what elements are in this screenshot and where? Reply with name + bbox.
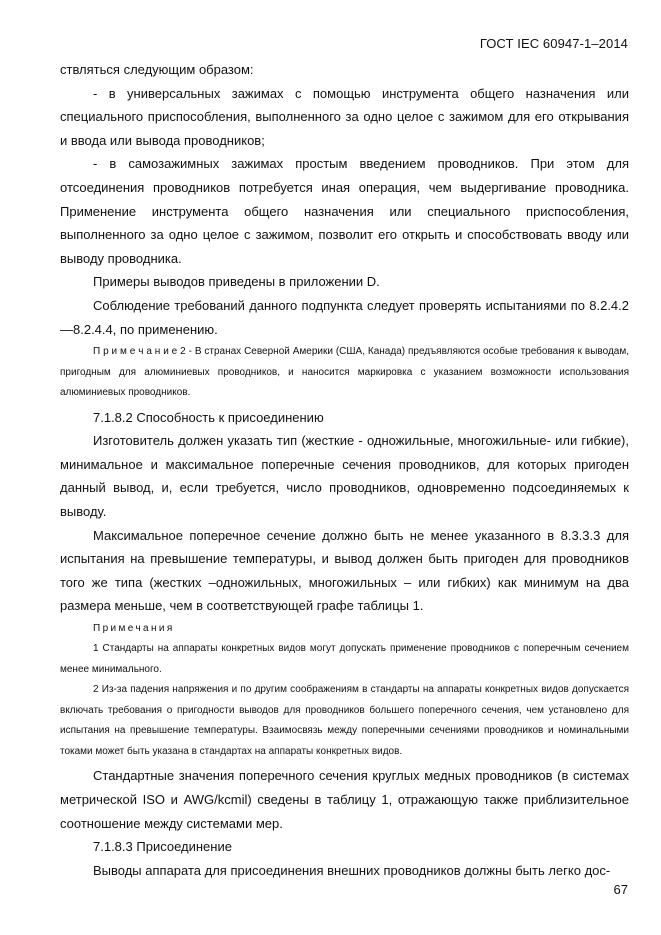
section-heading-7-1-8-2: 7.1.8.2 Способность к присоединению: [93, 409, 324, 425]
page-body: [60, 58, 629, 882]
section-heading-7-1-8-3: 7.1.8.3 Присоединение: [93, 839, 232, 855]
paragraph-standard-values: Стандартные значения поперечного сечения круглых медных проводников (в системах метрической ISO и AWG/kcmil) сведены в таблицу 1, отражающую также приблизительное соотношение между системами мер.: [60, 768, 629, 831]
document-header: ГОСТ IEC 60947-1–2014: [479, 36, 628, 51]
page-number: 67: [613, 882, 628, 897]
paragraph-max-cross-section: Максимальное поперечное сечение должно быть не менее указанного в 8.3.3.3 для испытания на превышение температуры, и вывод должен быть пригоден для проводников того же типа (жестких –одножильных, многожильных – или гибких) как минимум на два размера меньше, чем в соответствующей графе таблицы 1.: [60, 527, 629, 614]
paragraph-continuation: ствляться следующим образом:: [60, 62, 254, 77]
paragraph-compliance: Соблюдение требований данного подпункта следует проверять испытаниями по 8.2.4.2—8.2.4.4, по применению.: [60, 297, 629, 337]
note-2-north-america: [60, 342, 629, 404]
note-2-voltage-drop: 2 Из-за падения напряжения и по другим соображениям в стандарты на аппараты конкретных видов допускается включать требования о пригодности выводов для проводников большего поперечного сечения, чем установлено для испытания на превышение температуры. Взаимосвязь между поперечными сечениями проводников и номинальными токами может быть указана в стандартах на аппараты конкретных видов.: [60, 684, 629, 757]
paragraph-examples: Примеры выводов приведены в приложении D.: [93, 274, 380, 290]
list-item-self-clamping: - в самозажимных зажимах простым введением проводников. При этом для отсоединения проводников потребуется иная операция, чем выдергивание проводника. Применение инструмента общего назначения или специального приспособления, выполненного за одно целое с зажимом, позволит его открыть и способствовать вводу или выводу проводника.: [60, 156, 629, 266]
paragraph-manufacturer: Изготовитель должен указать тип (жесткие - одножильные, многожильные- или гибкие), минимальное и максимальное поперечные сечения проводников, для которых пригоден данный вывод, и, если требуется, число проводников, одновременно подсоединяемых к выводу.: [60, 433, 629, 519]
note-1: 1 Стандарты на аппараты конкретных видов могут допускать применение проводников с поперечным сечением менее минимального.: [60, 643, 629, 675]
list-item-universal-clamps: - в универсальных зажимах с помощью инструмента общего назначения или специального приспособления, выполненного за одно целое с зажимом для его открывания и ввода или вывода проводников;: [60, 85, 629, 148]
notes-heading: Примечания: [93, 622, 175, 634]
note-text: В странах Северной Америки (США, Канада) предъявляются особые требования к выводам, пригодным для алюминиевых проводников, и наносится маркировка с указанием возможности использования алюминиевых проводников.: [60, 346, 629, 399]
note-label: П р и м е ч а н и е 2 -: [93, 346, 192, 358]
paragraph-terminals: Выводы аппарата для присоединения внешних проводников должны быть легко дос-: [93, 862, 611, 878]
